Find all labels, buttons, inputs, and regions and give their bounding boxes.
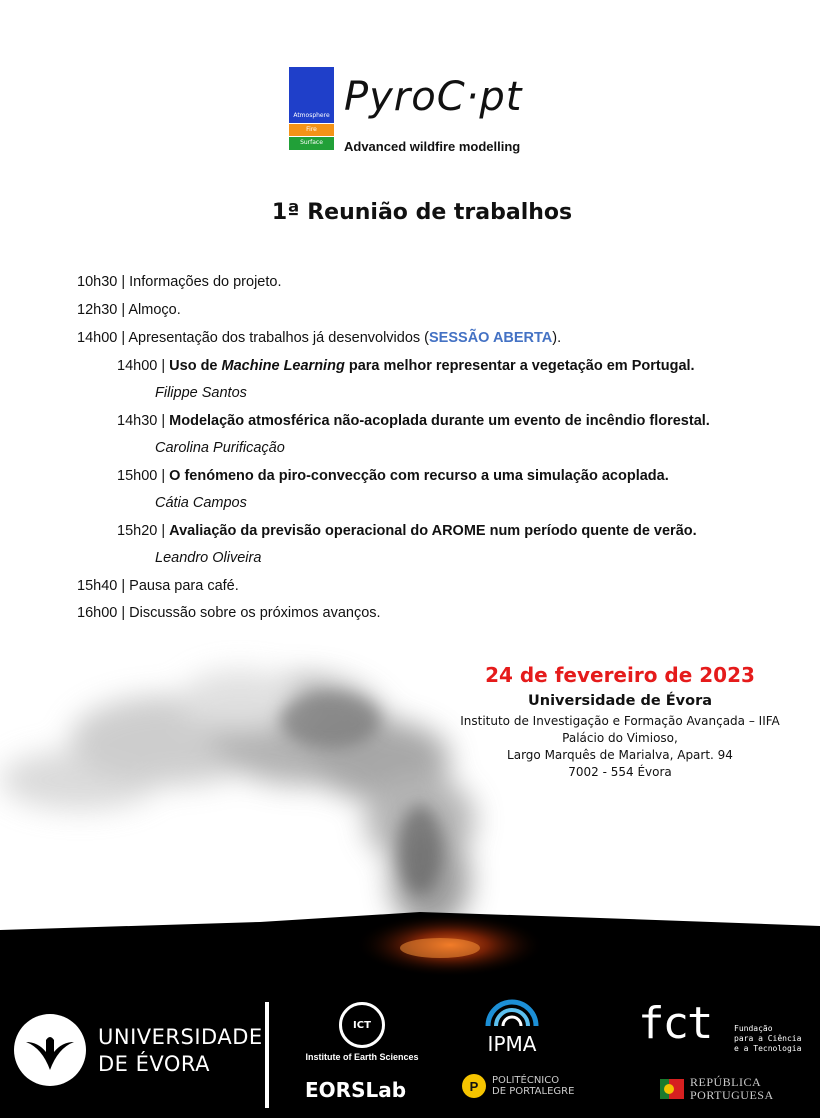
ict-ring-icon: ICT — [339, 1002, 385, 1048]
talk-title: Modelação atmosférica não-acoplada durante um evento de incêndio florestal. — [169, 413, 710, 429]
agenda-item: 10h30 | Informações do projeto. — [77, 274, 282, 290]
address-line: Largo Marquês de Marialva, Apart. 94 — [507, 748, 733, 762]
sponsor-footer — [0, 990, 820, 1118]
agenda-item: 15h40 | Pausa para café. — [77, 578, 239, 594]
agenda-item-text: ). — [552, 330, 562, 346]
universidade-evora-name: UNIVERSIDADE DE ÉVORA — [98, 1025, 263, 1076]
talk-item — [117, 358, 695, 374]
address-line: 7002 - 554 Évora — [568, 765, 672, 779]
eorslab-logo: EORSLab — [305, 1078, 407, 1102]
talk-time: 14h00 | — [117, 358, 170, 374]
talk-title: Avaliação da previsão operacional do AROME num período quente de verão. — [169, 523, 697, 539]
fire-bar: Fire — [289, 124, 334, 136]
talk-time: 15h20 | — [117, 523, 170, 539]
footer-divider — [265, 1002, 269, 1108]
fct-mark: fct — [638, 998, 712, 1049]
agenda-item — [77, 330, 561, 346]
fct-text: Fundação para a Ciência e a Tecnologia — [734, 1024, 802, 1053]
universidade-evora-logo-icon — [12, 1012, 88, 1088]
ipma-text: IPMA — [487, 1032, 537, 1056]
talk-author: Carolina Purificação — [155, 440, 285, 456]
politecnico-mark-icon: P — [462, 1074, 486, 1098]
event-date: 24 de fevereiro de 2023 — [485, 663, 755, 687]
talk-author: Leandro Oliveira — [155, 550, 262, 566]
portugal-flag-icon — [660, 1077, 684, 1101]
logo-tagline: Advanced wildfire modelling — [344, 139, 521, 154]
republica-text: REPÚBLICA PORTUGUESA — [690, 1075, 774, 1102]
republica-portuguesa-logo — [660, 1076, 774, 1102]
politecnico-portalegre-logo — [462, 1074, 574, 1098]
address-line: Instituto de Investigação e Formação Avançada – IIFA — [460, 714, 780, 728]
ipma-logo — [480, 998, 544, 1055]
talk-time: 14h30 | — [117, 413, 170, 429]
open-session-highlight: SESSÃO ABERTA — [429, 330, 553, 346]
talk-item — [117, 468, 669, 484]
talk-item — [117, 523, 697, 539]
page-title: 1ª Reunião de trabalhos — [271, 200, 573, 225]
talk-item — [117, 413, 710, 429]
agenda-item: 12h30 | Almoço. — [77, 302, 181, 318]
talk-title: O fenómeno da piro-convecção com recurso a uma simulação acoplada. — [169, 468, 669, 484]
event-university: Universidade de Évora — [527, 693, 713, 709]
ict-logo — [292, 1002, 432, 1062]
surface-bar: Surface — [289, 137, 334, 150]
talk-author: Filippe Santos — [155, 385, 247, 401]
talk-title: Uso de Machine Learning para melhor representar a vegetação em Portugal. — [169, 358, 695, 374]
talk-author: Cátia Campos — [155, 495, 247, 511]
atmosphere-bar: Atmosphere — [289, 67, 334, 123]
fct-logo — [638, 998, 802, 1053]
pyrocpt-logo — [289, 67, 569, 157]
agenda-item-text: 14h00 | Apresentação dos trabalhos já desenvolvidos ( — [77, 330, 430, 346]
event-info — [440, 661, 800, 781]
logo-name: PyroC·pt — [344, 74, 523, 120]
ipma-arc-icon — [482, 998, 542, 1028]
talk-time: 15h00 | — [117, 468, 170, 484]
ict-label: Institute of Earth Sciences — [305, 1052, 419, 1062]
agenda-item: 16h00 | Discussão sobre os próximos avanços. — [77, 605, 381, 621]
politecnico-text: POLITÉCNICO DE PORTALEGRE — [492, 1075, 575, 1097]
address-line: Palácio do Vimioso, — [562, 731, 678, 745]
